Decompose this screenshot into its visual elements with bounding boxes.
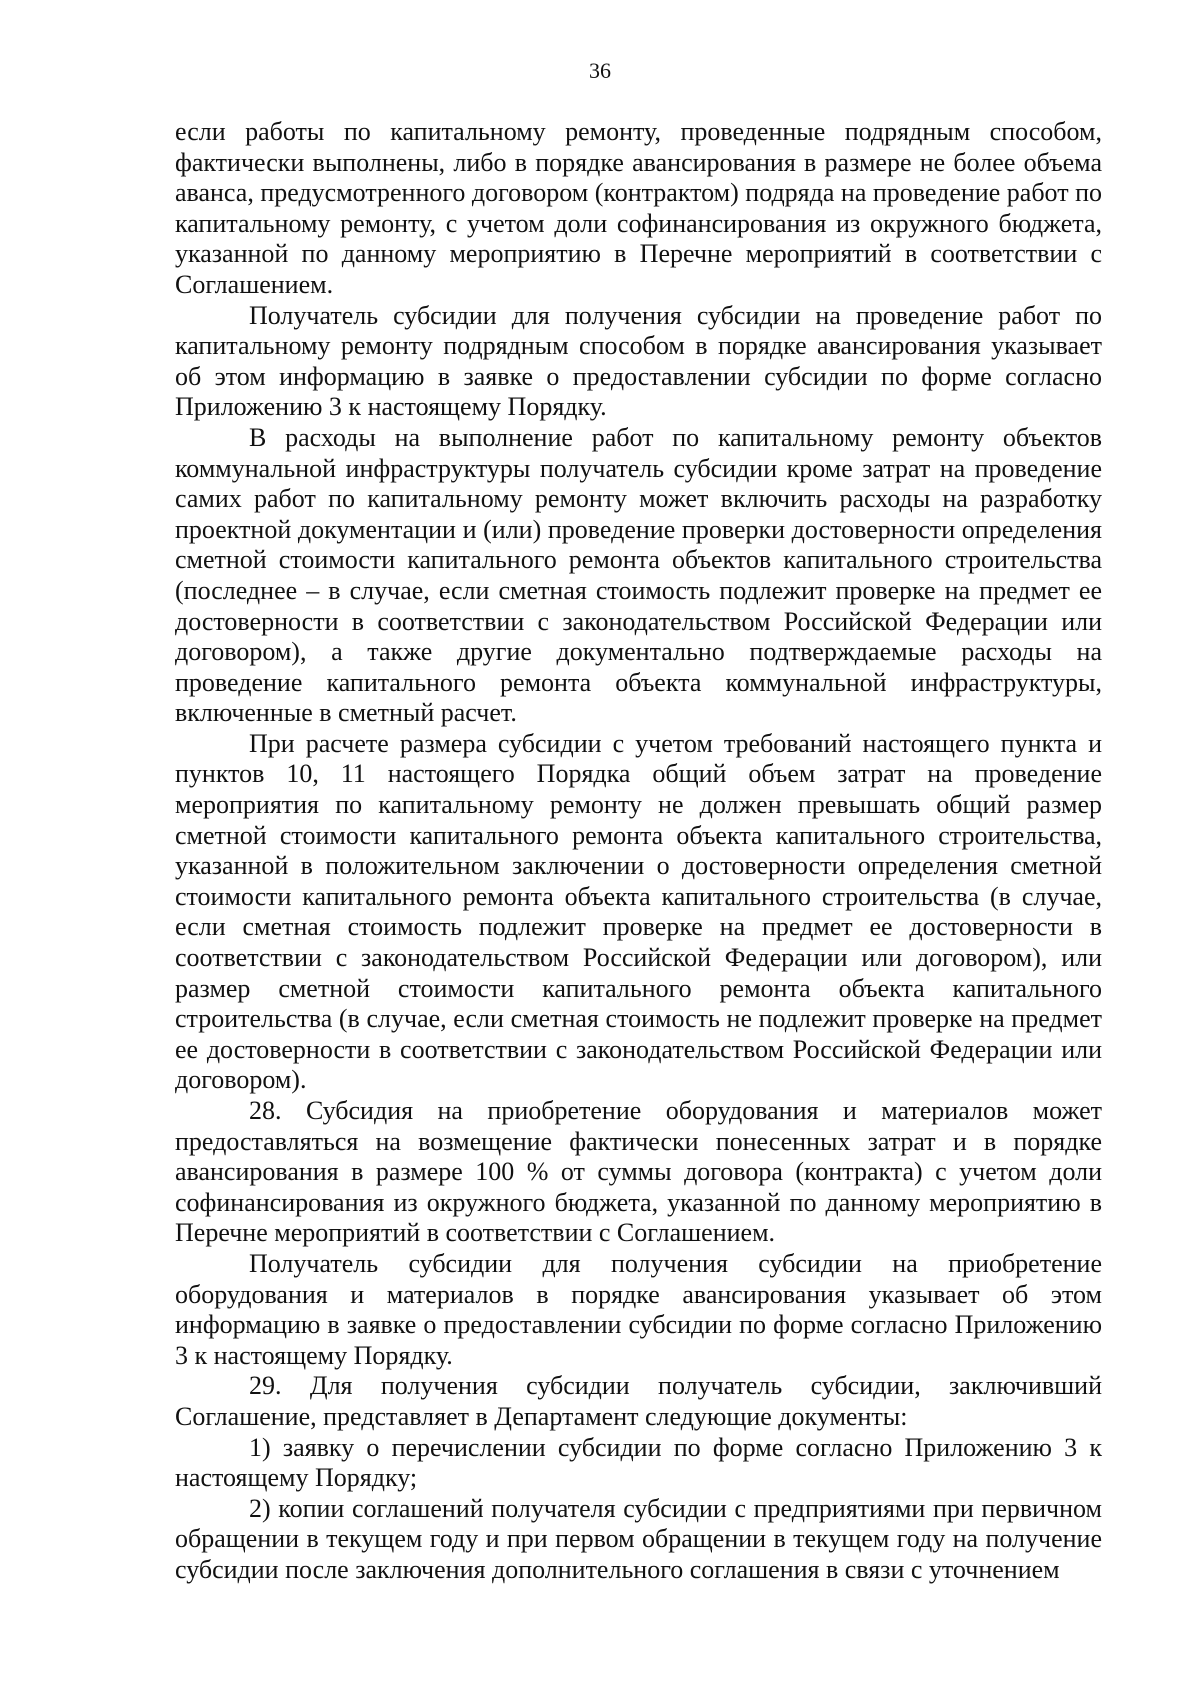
paragraph-advance-repair-info: Получатель субсидии для получения субсидии на проведение работ по капитальному ремонту подрядным способом в порядке авансирования указывает об этом информацию в заявке о предоставлении субсидии по форме согласно Приложению 3 к настоящему Порядку. — [175, 300, 1102, 422]
list-item-1: 1) заявку о перечислении субсидии по форме согласно Приложению 3 к настоящему Порядку; — [175, 1432, 1102, 1493]
paragraph-continuation: если работы по капитальному ремонту, проведенные подрядным способом, фактически выполнены, либо в порядке авансирования в размере не более объема аванса, предусмотренного договором (контрактом) подряда на проведение работ по капитальному ремонту, с учетом доли софинансирования из окружного бюджета, указанной по данному мероприятию в Перечне мероприятий в соответствии с Соглашением. — [175, 117, 1102, 299]
paragraph-advance-equipment-info: Получатель субсидии для получения субсидии на приобретение оборудования и материалов в порядке авансирования указывает об этом информацию в заявке о предоставлении субсидии по форме согласно Приложению 3 к настоящему Порядку. — [175, 1248, 1102, 1370]
paragraph-subsidy-calculation: При расчете размера субсидии с учетом требований настоящего пункта и пунктов 10, 11 настоящего Порядка общий объем затрат на проведение мероприятия по капитальному ремонту не должен превышать общий размер сметной стоимости капитального ремонта объекта капитального строительства, указанной в положительном заключении о достоверности определения сметной стоимости капитального ремонта объекта капитального строительства (в случае, если сметная стоимость подлежит проверке на предмет ее достоверности в соответствии с законодательством Российской Федерации или договором), или размер сметной стоимости капитального ремонта объекта капитального строительства (в случае, если сметная стоимость не подлежит проверке на предмет ее достоверности в соответствии с законодательством Российской Федерации или договором). — [175, 728, 1102, 1095]
paragraph-repair-expenses: В расходы на выполнение работ по капитальному ремонту объектов коммунальной инфраструктуры получатель субсидии кроме затрат на проведение самих работ по капитальному ремонту может включить расходы на разработку проектной документации и (или) проведение проверки достоверности определения сметной стоимости капитального ремонта объектов капитального строительства (последнее – в случае, если сметная стоимость подлежит проверке на предмет ее достоверности в соответствии с законодательством Российской Федерации или договором), а также другие документально подтверждаемые расходы на проведение капитального ремонта объекта коммунальной инфраструктуры, включенные в сметный расчет. — [175, 422, 1102, 728]
paragraph-clause-28: 28. Субсидия на приобретение оборудования и материалов может предоставляться на возмещение фактически понесенных затрат и в порядке авансирования в размере 100 % от суммы договора (контракта) с учетом доли софинансирования из окружного бюджета, указанной по данному мероприятию в Перечне мероприятий в соответствии с Соглашением. — [175, 1096, 1102, 1248]
list-item-2: 2) копии соглашений получателя субсидии с предприятиями при первичном обращении в текущем году и при первом обращении в текущем году на получение субсидии после заключения дополнительного соглашения в связи с уточнением — [175, 1493, 1102, 1584]
document-body — [175, 117, 1102, 1586]
page-number: 36 — [589, 58, 611, 83]
paragraph-clause-29: 29. Для получения субсидии получатель субсидии, заключивший Соглашение, представляет в Департамент следующие документы: — [175, 1371, 1102, 1431]
